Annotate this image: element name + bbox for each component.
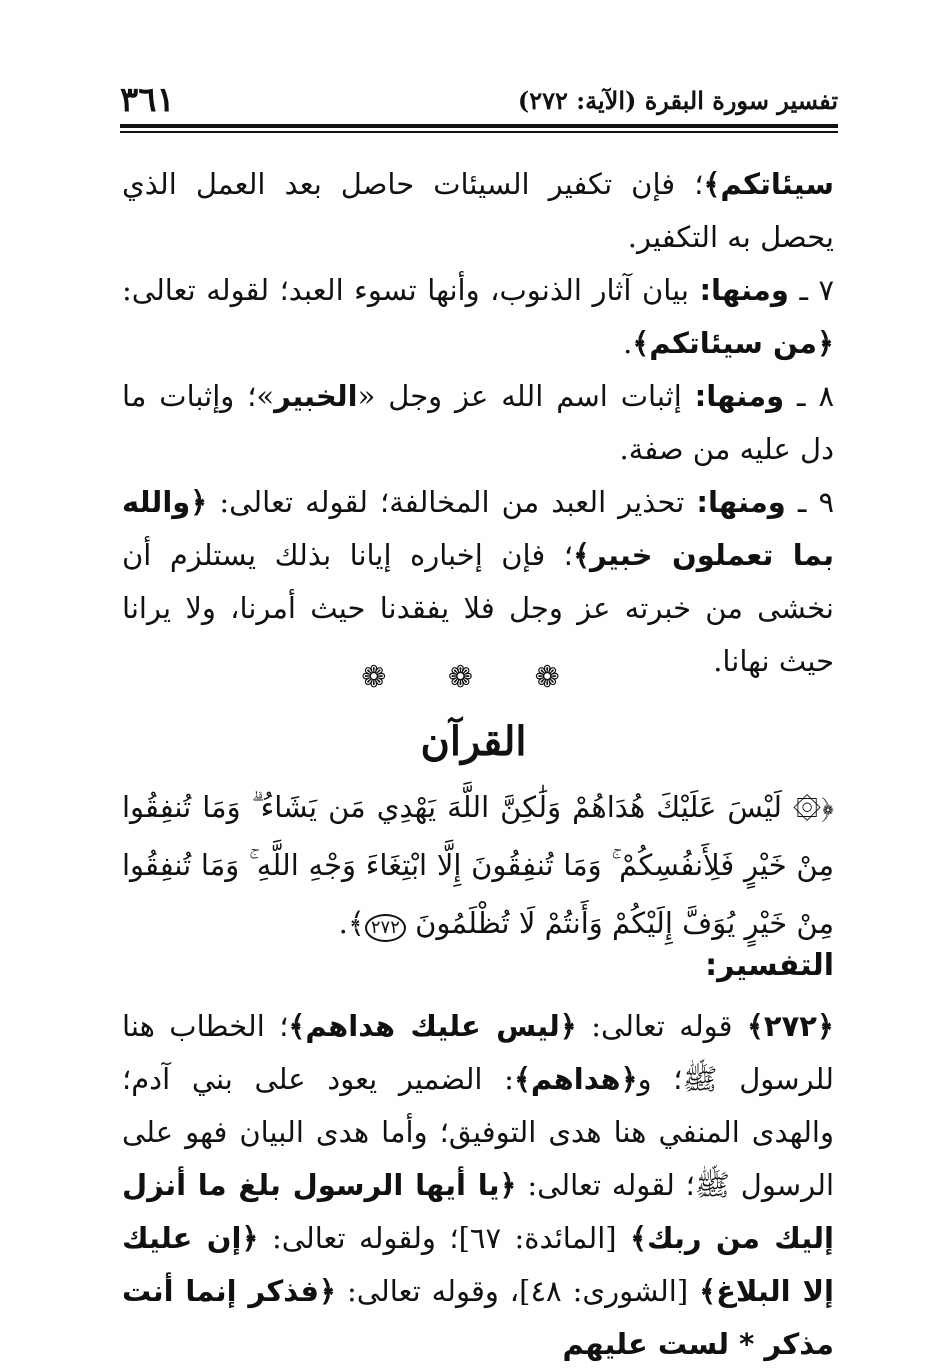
point-label: ومنها: xyxy=(694,379,785,413)
paragraph-point-7 xyxy=(122,264,834,370)
quran-verse xyxy=(122,778,834,952)
verse-close-bracket: ﴾. xyxy=(338,906,365,940)
point-label: ومنها: xyxy=(696,485,786,519)
quote-text: سيئاتكم﴾ xyxy=(703,167,834,201)
section-divider-ornaments: ❁ ❁ ❁ xyxy=(361,660,586,695)
header-rule-thick xyxy=(120,124,838,128)
paragraph-text: : الضمير يعود على بني آدم؛ والهدى المنفي هنا هدى التوفيق؛ وأما هدى البيان فهو على الرسول ﷺ؛ لقوله تعالى: xyxy=(122,1062,834,1202)
running-title: تفسير سورة البقرة (الآية: ٢٧٢) xyxy=(517,86,838,115)
point-number: ٩ ـ xyxy=(797,485,835,519)
tafsir-paragraph xyxy=(122,1000,834,1371)
divine-name: الخبير xyxy=(274,379,358,413)
paragraph-text: [المائدة: ٦٧]؛ ولقوله تعالى: xyxy=(258,1221,631,1255)
paragraph-text: تحذير العبد من المخالفة؛ لقوله تعالى: xyxy=(219,485,685,519)
quote-text: ﴿ليس عليك هداهم﴾ xyxy=(288,1009,577,1043)
quote-text: ﴿هداهم﴾ xyxy=(513,1062,638,1096)
paragraph-text: [الشورى: ٤٨]، وقوله تعالى: xyxy=(336,1274,700,1308)
point-number: ٧ ـ xyxy=(799,273,835,307)
point-label: ومنها: xyxy=(699,273,789,307)
paragraph-text: ؛ الخطاب هنا للرسول ﷺ؛ و xyxy=(122,1009,834,1096)
paragraph-text: ؛ فإن تكفير السيئات حاصل بعد العمل الذي يحصل به التكفير. xyxy=(122,167,834,254)
verse-ref: ﴿٢٧٢﴾ xyxy=(746,1009,834,1043)
point-number: ٨ ـ xyxy=(797,379,835,413)
tafsir-heading: التفسير: xyxy=(705,948,834,983)
page-number: ٣٦١ xyxy=(120,80,175,120)
page-header xyxy=(120,80,838,124)
paragraph-text: ؛ فإن إخباره إيانا بذلك يستلزم أن نخشى من خبرته عز وجل فلا يفقدنا حيث أمرنا، ولا يرانا حيث نهانا. xyxy=(122,538,834,678)
paragraph-text: إثبات اسم الله عز وجل « xyxy=(357,379,682,413)
quote-text: ﴿من سيئاتكم﴾ xyxy=(632,326,834,360)
paragraph-point-8 xyxy=(122,370,834,476)
ayah-number-marker: ٢٧٢ xyxy=(365,914,406,942)
paragraph-text: »؛ وإثبات ما دل عليه من صفة. xyxy=(122,379,834,466)
paragraph-text: بيان آثار الذنوب، وأنها تسوء العبد؛ لقوله تعالى: xyxy=(122,273,689,307)
verse-text: ۞ لَيْسَ عَلَيْكَ هُدَاهُمْ وَلَٰكِنَّ اللَّهَ يَهْدِي مَن يَشَاءُ ۗ وَمَا تُنفِقُوا مِنْ خَيْرٍ فَلِأَنفُسِكُمْ ۚ وَمَا تُنفِقُونَ إِلَّا ابْتِغَاءَ وَجْهِ اللَّهِ ۚ وَمَا تُنفِقُوا مِنْ خَيْرٍ يُوَفَّ إِلَيْكُمْ وَأَنتُمْ لَا تُظْلَمُونَ xyxy=(122,790,834,940)
quote-text: ﴿والله بما تعملون خبير﴾ xyxy=(122,485,835,572)
section-heading-quran: القرآن xyxy=(420,718,527,765)
quote-text: ﴿إن عليك إلا البلاغ﴾ xyxy=(122,1221,834,1308)
paragraph-text: قوله تعالى: xyxy=(576,1009,747,1043)
paragraph-point-9 xyxy=(122,476,834,688)
paragraph-1 xyxy=(122,158,834,264)
paragraph-end: . xyxy=(623,326,633,360)
intro-section xyxy=(122,158,834,688)
quote-text: ﴿يا أيها الرسول بلغ ما أنزل إليك من ربك﴾ xyxy=(122,1168,834,1255)
tafsir-section xyxy=(122,1000,834,1371)
verse-open-bracket: ﴿ xyxy=(821,790,834,824)
header-rule-thin xyxy=(120,131,838,133)
quote-text: ﴿فذكر إنما أنت مذكر * لست عليهم xyxy=(122,1274,834,1361)
